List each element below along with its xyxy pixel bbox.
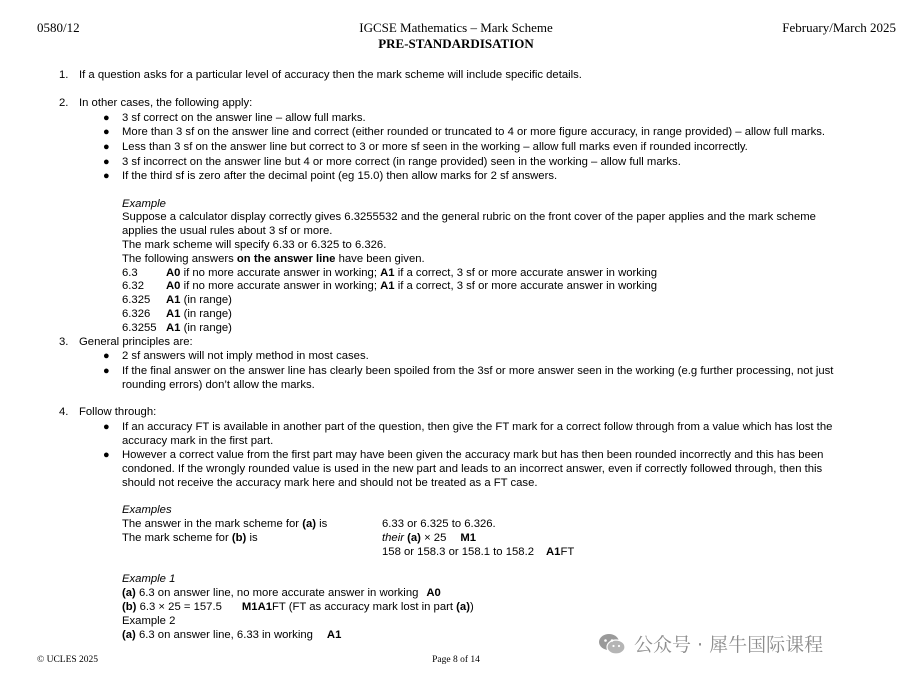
bullet-icon: ● <box>103 126 110 138</box>
bullet-icon: ● <box>103 170 110 182</box>
example-text: The mark scheme will specify 6.33 or 6.325 to 6.326. <box>122 239 387 251</box>
bullet-text: More than 3 sf on the answer line and correct (either rounded or truncated to 4 or more figure accuracy, in range provided) – allow full marks. <box>122 126 826 138</box>
example-1-part-b: (b) 6.3 × 25 = 157.5 M1A1FT (FT as accuracy mark lost in part (a)) <box>122 601 474 613</box>
mark-scheme-b-answer: 158 or 158.3 or 158.1 to 158.2 A1FT <box>382 546 575 558</box>
example-text: applies the usual rules about 3 sf or more. <box>122 225 333 237</box>
document-title: IGCSE Mathematics – Mark Scheme <box>359 20 553 35</box>
bullet-icon: ● <box>103 449 110 461</box>
example-1-part-a: (a) 6.3 on answer line, no more accurate answer in working A0 <box>122 587 441 599</box>
item-text: If a question asks for a particular level of accuracy then the mark scheme will include specific details. <box>79 69 582 81</box>
bullet-text: Less than 3 sf on the answer line but correct to 3 or more sf seen in the working – allow full marks even if rounded incorrectly. <box>122 141 748 153</box>
bullet-icon: ● <box>103 141 110 153</box>
item-number: 4. <box>59 406 69 418</box>
wechat-watermark <box>598 630 823 657</box>
answer-value: 6.32 <box>122 280 144 292</box>
bullet-text: 3 sf correct on the answer line – allow full marks. <box>122 112 366 124</box>
answer-value: 6.3 <box>122 267 138 279</box>
copyright: © UCLES 2025 <box>37 655 99 665</box>
bullet-icon: ● <box>103 156 110 168</box>
mark-scheme-a-value: 6.33 or 6.325 to 6.326. <box>382 518 496 530</box>
bullet-text: 3 sf incorrect on the answer line but 4 or more correct (in range provided) seen in the working – allow full marks. <box>122 156 681 168</box>
exam-session: February/March 2025 <box>782 20 896 35</box>
item-number: 1. <box>59 69 69 81</box>
answer-value: 6.325 <box>122 294 151 306</box>
example-1-heading: Example 1 <box>122 573 176 585</box>
example-heading: Example <box>122 198 166 210</box>
answer-mark: A1 (in range) <box>166 294 232 306</box>
answer-mark: A0 if no more accurate answer in working; A1 if a correct, 3 sf or more accurate answer in working <box>166 267 658 279</box>
item-number: 3. <box>59 336 69 348</box>
bullet-icon: ● <box>103 112 110 124</box>
bullet-icon: ● <box>103 365 110 377</box>
bullet-text: However a correct value from the first part may have been given the accuracy mark but has then been rounded incorrectly and this has been <box>122 449 824 461</box>
example-2-part-a: (a) 6.3 on answer line, 6.33 in working A1 <box>122 629 342 641</box>
examples-heading: Examples <box>122 504 172 516</box>
bullet-text: accuracy mark in the first part. <box>122 435 274 447</box>
page-header <box>0 20 912 52</box>
document-subtitle: PRE-STANDARDISATION <box>378 36 534 51</box>
mark-scheme-b-label: The mark scheme for (b) is <box>122 532 258 544</box>
item-intro: General principles are: <box>79 336 193 348</box>
item-intro: In other cases, the following apply: <box>79 97 253 109</box>
wechat-icon <box>598 633 626 655</box>
bullet-icon: ● <box>103 350 110 362</box>
example-text: The following answers on the answer line have been given. <box>122 253 425 265</box>
paper-code: 0580/12 <box>37 20 80 35</box>
bullet-text: condoned. If the wrongly rounded value is used in the new part and leads to an incorrect answer, even if correctly followed through, then this <box>122 463 823 475</box>
bullet-text: If an accuracy FT is available in another part of the question, then give the FT mark for a correct follow through from a value which has lost the <box>122 421 833 433</box>
mark-scheme-b-value: their (a) × 25 M1 <box>382 532 477 544</box>
example-2-heading: Example 2 <box>122 615 176 627</box>
item-intro: Follow through: <box>79 406 157 418</box>
page-number: Page 8 of 14 <box>432 655 480 665</box>
bullet-text: should not receive the accuracy mark here and should not be treated as a FT case. <box>122 477 538 489</box>
bullet-text: If the third sf is zero after the decimal point (eg 15.0) then allow marks for 2 sf answers. <box>122 170 558 182</box>
example-text: Suppose a calculator display correctly gives 6.3255532 and the general rubric on the front cover of the paper applies and the mark scheme <box>122 211 816 223</box>
bullet-text: rounding errors) don’t allow the marks. <box>122 379 315 391</box>
answer-mark: A1 (in range) <box>166 308 232 320</box>
answer-value: 6.3255 <box>122 322 157 334</box>
watermark-text: 公众号 · 犀牛国际课程 <box>634 634 824 656</box>
bullet-text: If the final answer on the answer line has clearly been spoiled from the 3sf or more answer seen in the working (e.g further processing, not just <box>122 365 834 377</box>
answer-mark: A0 if no more accurate answer in working; A1 if a correct, 3 sf or more accurate answer in working <box>166 280 658 292</box>
mark-scheme-a-label: The answer in the mark scheme for (a) is <box>122 518 328 530</box>
bullet-icon: ● <box>103 421 110 433</box>
bullet-text: 2 sf answers will not imply method in most cases. <box>122 350 369 362</box>
answer-value: 6.326 <box>122 308 151 320</box>
item-number: 2. <box>59 97 69 109</box>
answer-mark: A1 (in range) <box>166 322 232 334</box>
